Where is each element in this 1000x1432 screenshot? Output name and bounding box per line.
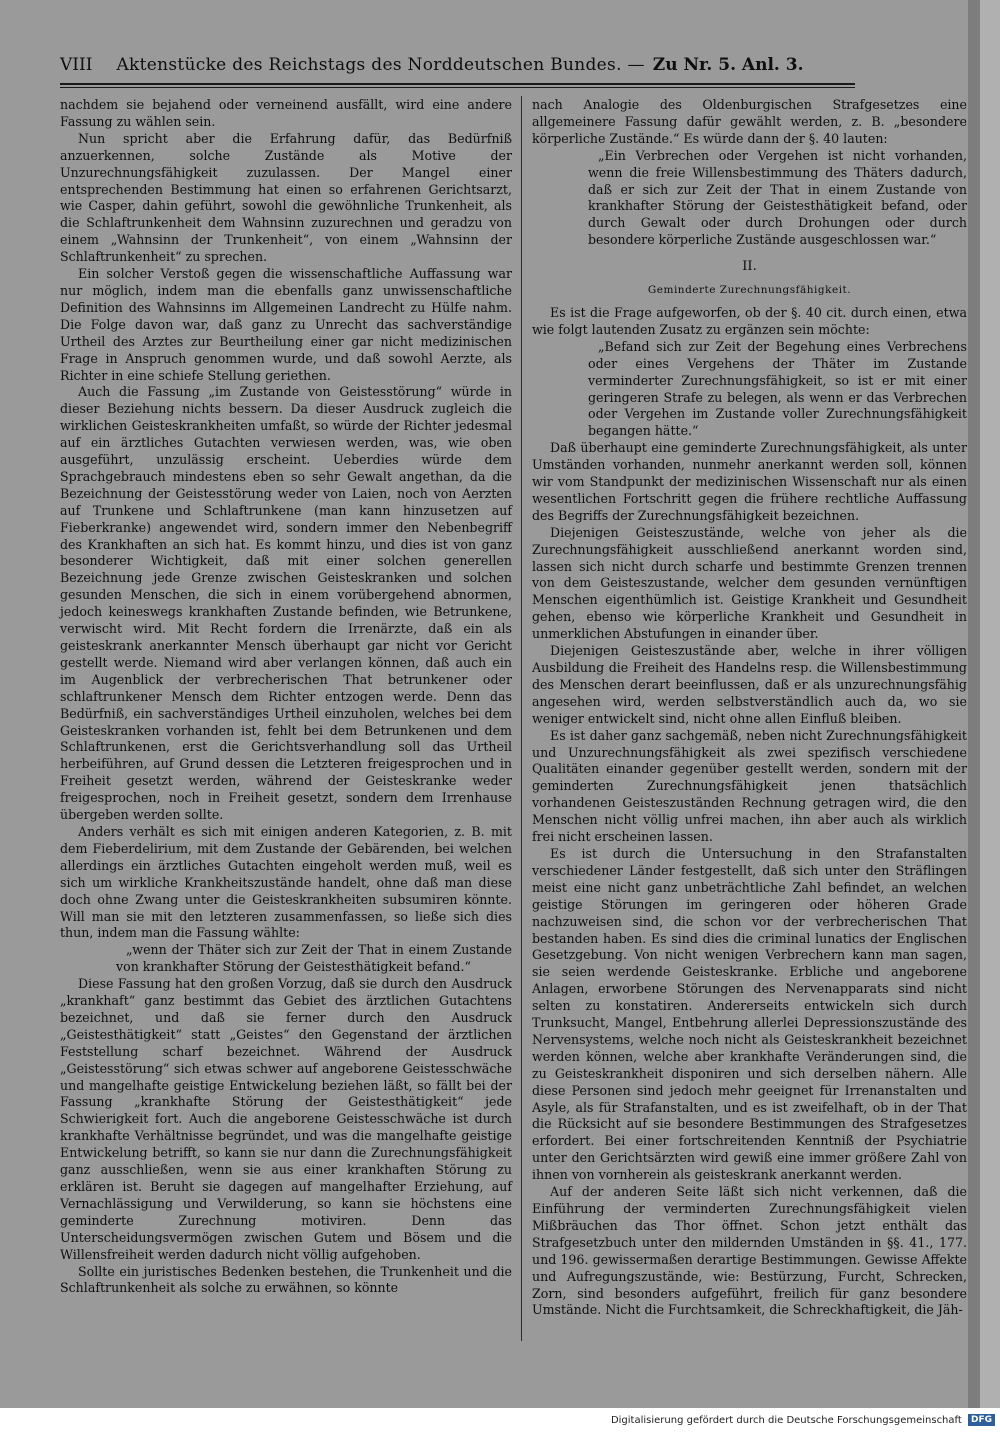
left-paragraph: Auch die Fassung „im Zustande von Geistesstörung“ würde in dieser Beziehung nichts bessern. Da dieser Ausdruck zugleich die wirklichen Geisteskrankheiten umfaßt, so würde der Richter jedesmal auf ein ärztliches Gutachten verwiesen werden, was, wie oben ausgeführt, unzulässig erscheint. Ueberdies würde dem Sprachgebrauch mindestens eben so sehr Gewalt angethan, da die Bezeichnung der Geistesstörung weder von Laien, noch von Aerzten auf Trunkene und Schlaftrunkene (man kann hinzusetzen auf Fieberkranke) angewendet wird, sondern immer den Nebenbegriff des Krankhaften an sich hat. Es kommt hinzu, und dies ist von ganz besonderer Wichtigkeit, daß mit einer solchen generellen Bezeichnung jede Grenze zwischen Geisteskranken und solchen gesunden Menschen, die sich in einem vorübergehend abnormen, jedoch keineswegs krankhaften Zustande befinden, wie Betrunkene, verwischt wird. Mit Recht fordern die Irrenärzte, daß ein als geisteskrank anerkannter Mensch überhaupt gar nicht vor Gericht gestellt werde. Niemand wird aber verlangen können, daß auch ein im Augenblick der verbrecherischen That betrunkener oder schlaftrunkener Mensch dem Richter entzogen werde. Denn das Bedürfniß, ein sachverständiges Urtheil einzuholen, welches bei dem Geisteskranken vorhanden ist, fehlt bei dem Betrunkenen und dem Schlaftrunkenen, erst die Gerichtsverhandlung soll das Urtheil herbeiführen, auf Grund dessen die Letzteren freigesprochen und in Freiheit gesetzt werden, während der Geisteskranke weder freigesprochen, noch in Freiheit gesetzt, sondern dem Irrenhause übergeben werden sollte. xyxy=(60,384,512,823)
right-paragraph: Diejenigen Geisteszustände aber, welche in ihrer völligen Ausbildung die Freiheit des Handelns resp. die Willensbestimmung des Menschen derart beeinflussen, daß er als unzurechnungsfähig angesehen wird, werden selbstverständlich auch da, wo sie weniger entwickelt sind, nicht ohne allen Einfluß bleiben. xyxy=(532,643,967,726)
right-section-title: Geminderte Zurechnungsfähigkeit. xyxy=(647,284,852,297)
column-divider xyxy=(521,96,522,1341)
right-column xyxy=(532,97,967,1319)
dfg-logo: DFG xyxy=(968,1414,995,1426)
scan-edge xyxy=(968,0,980,1408)
header-rule-thin xyxy=(60,87,855,88)
document-reference: Zu Nr. 5. Anl. 3. xyxy=(652,55,804,75)
right-paragraph: Es ist die Frage aufgeworfen, ob der §. 40 cit. durch einen, etwa wie folgt lautenden Zusatz zu ergänzen sein möchte: xyxy=(532,304,967,337)
right-section-number: II. xyxy=(742,259,757,275)
left-paragraph: Nun spricht aber die Erfahrung dafür, das Bedürfniß anzuerkennen, solche Zustände als Motive der Unzurechnungsfähigkeit zuzulassen. Der Mangel einer entsprechenden Bestimmung hat einen so erfahrenen Gerichtsarzt, wie Casper, dahin geführt, sowohl die gewöhnliche Trunkenheit, als die Schlaftrunkenheit dem Wahnsinn zuzurechnen und geradzu von einem „Wahnsinn der Trunkenheit“, von einem „Wahnsinn der Schlaftrunkenheit“ zu sprechen. xyxy=(60,130,512,265)
right-paragraph: Es ist durch die Untersuchung in den Strafanstalten verschiedener Länder festgestellt, daß sich unter den Sträflingen meist eine nicht ganz unbeträchtliche Zahl befindet, an welchen geistige Störungen im geringeren oder höheren Grade nachzuweisen sind, die schon vor der verbrecherischen That bestanden haben. Es sind dies die criminal lunatics der Englischen Gesetzgebung. Von nicht wenigen Verbrechern kann man sagen, sie seien werdende Geisteskranke. Erbliche und angeborene Anlagen, erworbene Störungen des Nervenapparats sind nicht selten zu konstatiren. Andererseits entwickeln sich durch Trunksucht, Mangel, Entbehrung allerlei Depressionszustände des Nervensystems, welche noch nicht als Geisteskrankheit bezeichnet werden können, welche aber krankhafte Veränderungen sind, die zu Geisteskrankheit disponiren und sich derselben nähern. Alle diese Personen sind jedoch mehr geeignet für Irrenanstalten und Asyle, als für Strafanstalten, und es ist zweifelhaft, ob in der That die Rücksicht auf sie besondere Bestimmungen des Strafgesetzes erfordert. Bei einer fortschreitenden Kenntniß der Psychiatrie unter den Gerichtsärzten wird gewiß eine immer größere Zahl von ihnen von vornherein als geisteskrank anerkannt werden. xyxy=(532,845,967,1183)
right-paragraph: Es ist daher ganz sachgemäß, neben nicht Zurechnungsfähigkeit und Unzurechnungsfähigkeit als zwei spezifisch verschiedene Qualitäten einander gegenüber gestellt werden, sondern mit der geminderten Zurechnungsfähigkeit jenen thatsächlich vorhandenen Geisteszuständen Rechnung getragen wird, die den Menschen nicht völlig unfrei machen, ihn aber auch als wirklich frei nicht erscheinen lassen. xyxy=(532,727,967,845)
footer-text: Digitalisierung gefördert durch die Deutsche Forschungsgemeinschaft xyxy=(610,1415,962,1426)
footer-credit xyxy=(600,1414,995,1428)
left-column xyxy=(60,97,512,1297)
right-paragraph: Auf der anderen Seite läßt sich nicht verkennen, daß die Einführung der verminderten Zurechnungsfähigkeit vielen Mißbräuchen das Thor öffnet. Schon jetzt enthält das Strafgesetzbuch unter den mildernden Umständen in §§. 41., 177. und 196. gewissermaßen derartige Bestimmungen. Gewisse Affekte und Aufregungszustände, wie: Bestürzung, Furcht, Schrecken, Zorn, sind besonders aufgeführt, freilich für ganz besondere Umstände. Nicht die Furchtsamkeit, die Schreckhaftigkeit, die Jäh- xyxy=(532,1184,967,1318)
right-paragraph-continued: nach Analogie des Oldenburgischen Strafgesetzes eine allgemeinere Fassung dafür gewählt werden, z. B. „besondere körperliche Zustände.“ Es würde dann der §. 40 lauten: xyxy=(532,97,967,146)
right-paragraph: Daß überhaupt eine geminderte Zurechnungsfähigkeit, als unter Umständen vorhanden, nunmehr anerkannt werden soll, können wir vom Standpunkt der medizinischen Wissenschaft nur als einen wesentlichen Fortschritt gegen die frühere rechtliche Auffassung des Begriffs der Zurechnungsfähigkeit bezeichnen. xyxy=(532,440,967,523)
header-rule xyxy=(60,83,855,85)
left-paragraph: Ein solcher Verstoß gegen die wissenschaftliche Auffassung war nur möglich, indem man die ebenfalls ganz unwissenschaftliche Definition des Wahnsinns im Allgemeinen Landrecht zu Hülfe nahm. Die Folge davon war, daß ganz zu Unrecht das sachverständige Urtheil des Arztes zur Beurtheilung einer gar nicht medizinischen Frage in Anspruch genommen wurde, und daß sowohl Aerzte, als Richter in eine schiefe Stellung geriethen. xyxy=(60,266,512,383)
left-paragraph: Diese Fassung hat den großen Vorzug, daß sie durch den Ausdruck „krankhaft“ ganz bestimmt das Gebiet des ärztlichen Gutachtens bezeichnet, und daß sie ferner durch den Ausdruck „Geistesthätigkeit“ statt „Geistes“ den Gegenstand der ärztlichen Feststellung scharf bezeichnet. Während der Ausdruck „Geistesstörung“ sich etwas schwer auf angeborene Geistesschwäche und mangelhafte geistige Entwickelung beziehen läßt, so fällt bei der Fassung „krankhafte Störung der Geistesthätigkeit“ jede Schwierigkeit fort. Auch die angeborene Geistesschwäche ist durch krankhafte Verhältnisse begründet, und was die mangelhafte geistige Entwickelung betrifft, so kann sie nur dann die Zurechnungsfähigkeit ganz ausschließen, wenn sie aus einer krankhaften Störung zu erklären ist. Beruht sie dagegen auf mangelhafter Erziehung, auf Vernachlässigung und Verwilderung, so kann sie höchstens eine geminderte Zurechnung motiviren. Denn das Unterscheidungsvermögen zwischen Gutem und Bösem und die Willensfreiheit werden dadurch nicht völlig aufgehoben. xyxy=(60,976,512,1262)
scan-margin xyxy=(980,0,1000,1408)
left-paragraph: Anders verhält es sich mit einigen anderen Kategorien, z. B. mit dem Fieberdelirium, mit dem Zustande der Gebärenden, bei welchen allerdings ein ärztliches Gutachten eingeholt werden muß, weil es sich um wirkliche Krankheitszustände handelt, ohne daß man diese doch ohne Zwang unter die Geisteskrankheiten subsumiren könnte. Will man sie mit den letzteren zusammenfassen, so ließe sich dies thun, indem man die Fassung wählte: xyxy=(60,823,512,941)
left-paragraph: Sollte ein juristisches Bedenken bestehen, die Trunkenheit und die Schlaftrunkenheit als solche zu erwähnen, so könnte xyxy=(60,1263,512,1296)
right-quoted-provision: „Befand sich zur Zeit der Begehung eines Verbrechens oder eines Vergehens der Thäter im Zustande verminderter Zurechnungsfähigkeit, so ist er mit einer geringeren Strafe zu belegen, als wenn er das Verbrechen oder Vergehen im Zustande voller Zurechnungsfähigkeit begangen hätte.“ xyxy=(588,338,967,439)
left-quoted-provision: „wenn der Thäter sich zur Zeit der That in einem Zustande von krankhafter Störung der Geistesthätigkeit befand.“ xyxy=(116,942,512,975)
right-quoted-provision: „Ein Verbrechen oder Vergehen ist nicht vorhanden, wenn die freie Willensbestimmung des Thäters dadurch, daß er sich zur Zeit der That in einem Zustande von krankhafter Störung der Geistesthätigkeit befand, oder durch Gewalt oder durch Drohungen oder durch besondere körperliche Zustände ausgeschlossen war.“ xyxy=(588,147,967,248)
page-header xyxy=(60,55,850,81)
right-paragraph: Diejenigen Geisteszustände, welche von jeher als die Zurechnungsfähigkeit ausschließend anerkannt worden sind, lassen sich nicht durch scharfe und bestimmte Grenzen trennen von dem Geisteszustande, welcher dem gesunden vernünftigen Menschen eigenthümlich ist. Geistige Krankheit und Gesundheit gehen, ebenso wie körperliche Krankheit und Gesundheit in unmerklichen Abstufungen in einander über. xyxy=(532,524,967,642)
running-title: Aktenstücke des Reichstags des Norddeutschen Bundes. — xyxy=(116,55,645,75)
left-paragraph-continued: nachdem sie bejahend oder verneinend ausfällt, wird eine andere Fassung zu wählen sein. xyxy=(60,97,512,129)
page-number: VIII xyxy=(60,55,93,75)
